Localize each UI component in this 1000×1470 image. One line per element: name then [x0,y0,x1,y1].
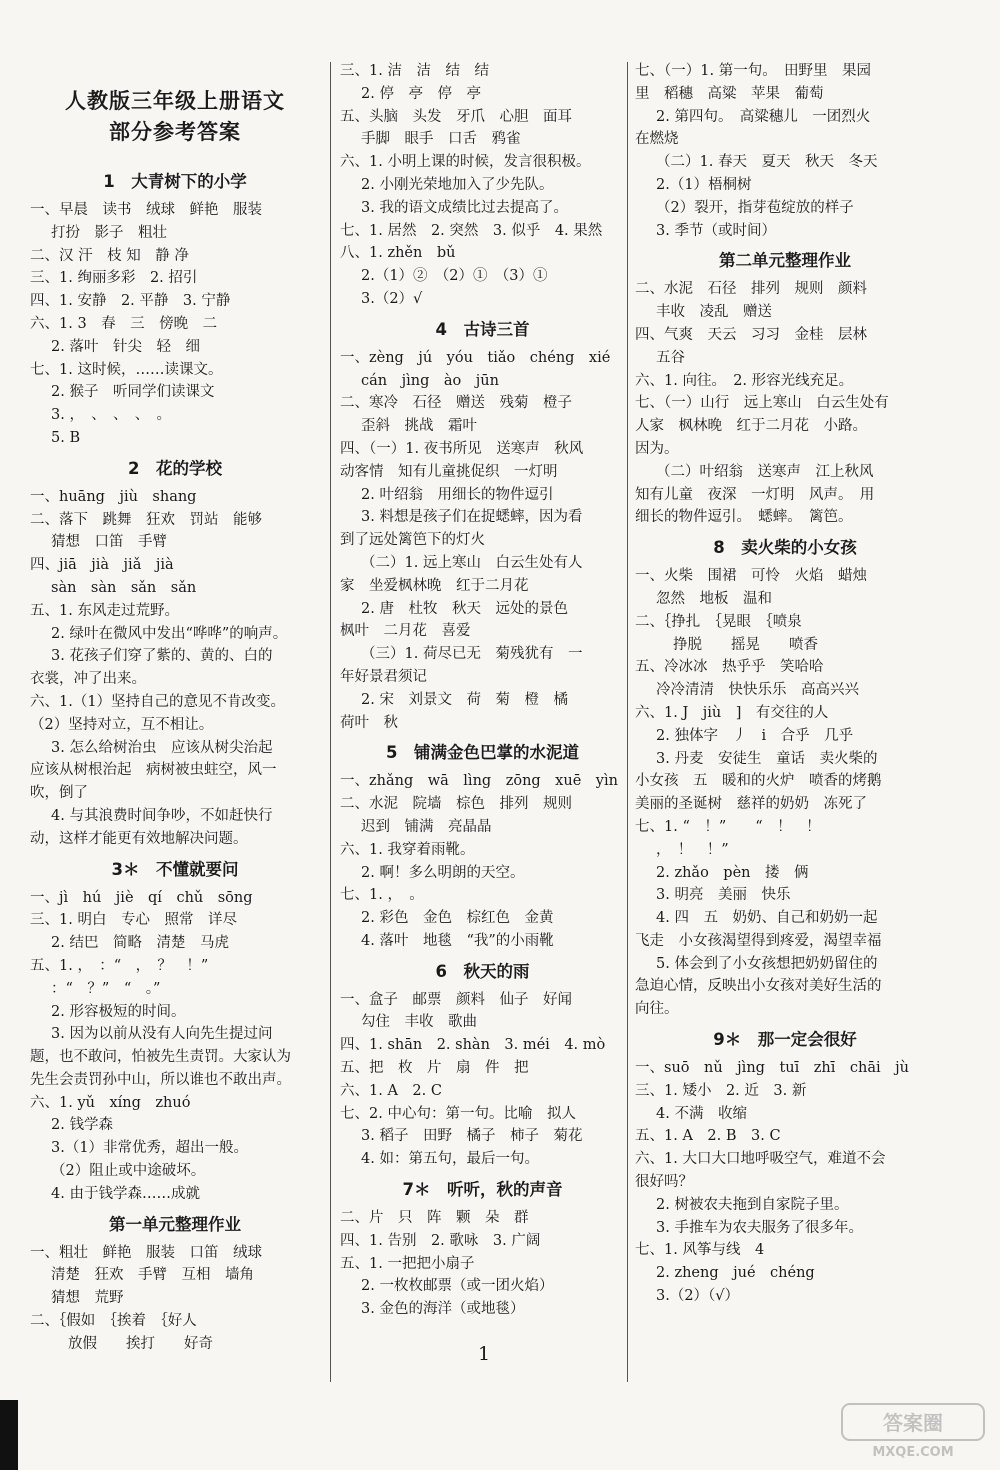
section-heading: 1 大青树下的小学 [103,172,247,191]
answer-line: （2）裂开，指芽苞绽放的样子 [656,199,854,216]
section-heading: 9＊ 那一定会很好 [713,1030,857,1050]
answer-line: （二）1. 远上寒山 白云生处有人 [361,554,583,571]
answer-line: 冷冷清清 快快乐乐 高高兴兴 [656,682,859,699]
answer-line: 猜想 口笛 手臂 [51,534,167,551]
answer-line: 二、｛假如 ｛挨着 ｛好人 [30,1313,197,1330]
answer-line: 2. 唐 杜牧 秋天 远处的景色 [361,600,568,617]
page-title [30,86,320,148]
watermark-logo [838,1400,988,1462]
section-heading: 6 秋天的雨 [435,961,530,981]
answer-line: 丰收 凌乱 赠送 [656,304,772,321]
column-middle [340,60,625,1400]
answer-line: 2. 彩色 金色 棕红色 金黄 [361,910,554,927]
section-heading: 7＊ 听听，秋的声音 [402,1180,563,1200]
answer-line: 挣脱 摇晃 喷香 [673,636,818,653]
answer-line: 二、寒冷 石径 赠送 残菊 橙子 [340,395,572,412]
answer-line: 六、1. J jiù ] 有交往的人 [635,704,829,721]
answer-line: 因为。 [635,440,679,457]
answer-line: 五、1. A 2. B 3. C [635,1128,781,1145]
answer-line: 七、1. 风筝与线 4 [635,1242,765,1259]
answer-line: 知有儿童 夜深 一灯明 风声。 用 [635,486,875,503]
answer-line: 细长的物件逗引。 蟋蟀。 篱笆。 [635,509,853,526]
answer-line: 三、1. 明白 专心 照常 详尽 [30,912,237,929]
section-heading: 第一单元整理作业 [109,1214,241,1234]
answer-line: 三、1. 矮小 2. 近 3. 新 [635,1082,807,1099]
answer-line: 里 稻穗 高粱 苹果 葡萄 [635,85,824,102]
answer-line: 六、1. 3 春 三 傍晚 二 [30,315,218,332]
answer-line: 清楚 狂欢 手臂 互相 墙角 [51,1267,254,1284]
column-left [30,60,320,1400]
answer-line: 五、冷冰冰 热乎乎 笑哈哈 [635,659,824,676]
answer-line: 一、zhǎng wā lìng zōng xuē yìn [340,773,618,790]
scan-edge [0,1400,18,1470]
answer-line: 七、2. 中心句：第一句。比喻 拟人 [340,1105,576,1122]
answer-line: 3.（2）（√） [656,1288,740,1305]
answer-line: 3. 丹麦 安徒生 童话 卖火柴的 [656,750,878,767]
watermark-url: MXQE.COM [872,1445,954,1460]
answer-line: 勾住 丰收 歌曲 [361,1014,477,1031]
answer-line: 3.（2）√ [361,290,423,307]
answer-line: 3. 手推车为农夫服务了很多年。 [656,1219,863,1236]
answer-line: 5. B [51,429,81,446]
section-heading: 4 古诗三首 [435,319,530,339]
answer-line: 一、粗壮 鲜艳 服装 口笛 绒球 [30,1244,262,1261]
answer-line: 2. 叶绍翁 用细长的物件逗引 [361,486,554,503]
answer-line: 2. 宋 刘景文 荷 菊 橙 橘 [361,691,568,708]
page-number: 1 [478,1343,491,1365]
answer-line: 手脚 眼手 口舌 鸦雀 [361,131,521,148]
section-heading: 8 卖火柴的小女孩 [713,538,857,558]
answer-line: sàn sàn sǎn sǎn [51,579,197,596]
answer-line: 一、早晨 读书 绒球 鲜艳 服装 [30,202,262,218]
answer-line: 到了远处篱笆下的灯火 [340,532,485,549]
column-right [635,60,935,1400]
answer-line: 3.（1）非常优秀，超出一般。 [51,1140,249,1157]
answer-line: 美丽的圣诞树 慈祥的奶奶 冻死了 [635,796,867,813]
answer-line: 八、1. zhěn bǔ [340,245,456,262]
answer-line: 应该从树根治起 病树被虫蛀空，风一 [30,762,277,779]
answer-line: 先生会责罚孙中山，所以谁也不敢出声。 [30,1071,291,1088]
answer-line: 人家 枫林晚 红于二月花 小路。 [635,418,867,435]
answer-line: 二、落下 跳舞 狂欢 罚站 能够 [30,511,262,528]
answer-line: 二、水泥 院墙 棕色 排列 规则 [340,796,572,813]
answer-line: 忽然 地板 温和 [656,590,772,607]
answer-line: 4. 如：第五句，最后一句。 [361,1151,539,1168]
answer-line: 三、1. 洁 洁 结 结 [340,63,489,79]
answer-line: 六、1.（1）坚持自己的意见不肯改变。 [30,693,286,710]
answer-line: 题，也不敢问，怕被先生责罚。大家认为 [30,1049,291,1066]
column-divider [627,62,628,1382]
answer-line: 2. zhǎo pèn 搂 俩 [656,864,809,881]
answer-line: （2）阻止或中途破坏。 [51,1163,206,1180]
answer-line: cán jìng ào jūn [361,372,499,389]
section-heading: 5 铺满金色巴掌的水泥道 [386,743,579,763]
answer-line: 动客情 知有儿童挑促织 一灯明 [340,463,558,480]
answer-line: 二、｛挣扎 ｛晃眼 ｛喷泉 [635,613,802,630]
answer-line: 2. 第四句。 高粱穗儿 一团烈火 [656,108,871,125]
answer-line: 一、suō nǔ jìng tuī zhī chāi jù [635,1060,909,1077]
answer-line: 五谷 [656,349,685,366]
answer-line: 七、1. 居然 2. 突然 3. 似乎 4. 果然 [340,222,603,239]
answer-line: 急迫心情，反映出小女孩对美好生活的 [635,978,882,995]
answer-line: 三、1. 绚丽多彩 2. 招引 [30,270,198,287]
answer-line: 3. 料想是孩子们在捉蟋蟀，因为看 [361,509,583,526]
answer-line: 2. 落叶 针尖 轻 细 [51,338,200,355]
answer-line: 4. 不满 收缩 [656,1105,747,1122]
answer-line: 衣裳，冲了出来。 [30,671,146,688]
answer-line: （二）1. 春天 夏天 秋天 冬天 [656,154,878,171]
answer-line: 五、1. 一把把小扇子 [340,1255,475,1272]
answer-line: 2. 形容极短的时间。 [51,1003,186,1020]
answer-line: 2. 猴子 听同学们读课文 [51,384,215,401]
answer-line: 五、把 枚 片 扇 件 把 [340,1060,529,1077]
answer-line: 二、水泥 石径 排列 规则 颜料 [635,281,867,298]
answer-line: 一、huāng jiù shang [30,488,197,505]
answer-line: 六、1. 向往。 2. 形容光线充足。 [635,372,854,389]
answer-line: 六、1. yǔ xíng zhuó [30,1094,191,1111]
answer-line: 六、1. 我穿着雨靴。 [340,841,475,858]
answer-line: 2. 钱学森 [51,1117,113,1134]
answer-line: 荷叶 秋 [340,714,398,731]
answer-line: 在燃烧 [635,131,679,148]
section-heading: 3＊ 不懂就要问 [111,859,239,879]
answer-line: 3. 怎么给树治虫 应该从树尖治起 [51,739,273,756]
answer-line: 3. 我的语文成绩比过去提高了。 [361,199,568,216]
answer-line: 猜想 荒野 [51,1290,124,1307]
answer-line: 四、（一）1. 夜书所见 送寒声 秋风 [340,440,584,457]
answer-line: 家 坐爱枫林晚 红于二月花 [340,577,529,594]
answer-line: 3. 明亮 美丽 快乐 [656,887,791,904]
answer-line: 六、1. A 2. C [340,1082,442,1099]
answer-line: 2. 停 亭 停 亭 [361,85,481,102]
answer-line: 一、盒子 邮票 颜料 仙子 好闻 [340,991,572,1008]
answer-line: 一、jì hú jiè qí chǔ sōng [30,889,253,906]
answer-line: 向往。 [635,1001,679,1018]
answer-line: （三）1. 荷尽已无 菊残犹有 一 [361,646,583,663]
page-title-line: 人教版三年级上册语文 [65,89,285,113]
answer-line: 五、头脑 头发 牙爪 心胆 面耳 [340,108,572,125]
answer-line: 4. 与其浪费时间争吵，不如赶快行 [51,807,273,824]
answer-line: 五、1. ， ：“ ， ？ ！” [30,957,209,974]
answer-line: 四、1. shān 2. shàn 3. méi 4. mò [340,1037,606,1054]
answer-line: 3. 季节（或时间） [656,222,776,239]
answer-line: 3. 花孩子们穿了紫的、黄的、白的 [51,648,273,665]
answer-line: 2. 绿叶在微风中发出“哗哗”的响声。 [51,625,288,642]
answer-line: 吹，倒了 [30,785,88,802]
answer-line: 2.（1）② （2）① （3）① [361,268,548,285]
answer-line: 迟到 铺满 亮晶晶 [361,818,492,835]
answer-line: 四、气爽 天云 习习 金桂 层林 [635,326,867,343]
answer-line: 七、1. 这时候，……读课文。 [30,361,223,378]
answer-line: （二）叶绍翁 送寒声 江上秋风 [656,463,874,480]
answer-line: 放假 挨打 好奇 [68,1335,213,1352]
column-divider [330,62,331,1382]
answer-line: 2. 结巴 简略 清楚 马虎 [51,935,229,952]
answer-line: 六、1. 大口大口地呼吸空气，难道不会 [635,1151,886,1168]
answer-line: 七、（一）山行 远上寒山 白云生处有 [635,395,889,412]
answer-line: 3. 因为以前从没有人向先生提过问 [51,1026,273,1043]
answer-line: 打扮 影子 粗壮 [51,224,167,241]
answer-line: 七、1. ， 。 [340,887,424,904]
answer-line: 2. 一枚枚邮票（或一团火焰） [361,1278,554,1295]
answer-line: 5. 体会到了小女孩想把奶奶留住的 [656,955,878,972]
answer-line: 2. 树被农夫拖到自家院子里。 [656,1196,849,1213]
answer-line: 飞走 小女孩渴望得到疼爱，渴望幸福 [635,932,882,949]
answer-line: 4. 由于钱学森……成就 [51,1185,200,1202]
answer-line: 2. 啊！多么明朗的天空。 [361,864,525,881]
answer-line: 二、汉 汗 枝 知 静 净 [30,247,189,264]
answer-line: 很好吗？ [635,1174,693,1191]
answer-line: 歪斜 挑战 霜叶 [361,418,477,435]
section-heading: 2 花的学校 [128,458,222,478]
answer-line: ， ！ ！” [656,841,729,858]
answer-line: 二、片 只 阵 颗 朵 群 [340,1210,529,1227]
answer-line: 六、1. 小明上课的时候，发言很积极。 [340,154,591,171]
answer-line: 枫叶 二月花 喜爱 [340,623,471,640]
answer-line: 2.（1）梧桐树 [656,176,752,193]
answer-line: 2. 小刚光荣地加入了少先队。 [361,176,554,193]
page-title-line: 部分参考答案 [109,120,241,144]
answer-line: 四、1. 告别 2. 歌咏 3. 广阔 [340,1232,541,1249]
answer-line: 七、（一）1. 第一句。 田野里 果园 [635,63,871,79]
watermark-text: 答案圈 [883,1411,943,1435]
answer-line: 3. ， 、 、 、 。 [51,407,171,424]
answer-line: 小女孩 五 暖和的火炉 喷香的烤鹅 [635,773,882,790]
answer-line: 4. 四 五 奶奶、自己和奶奶一起 [656,910,878,927]
answer-line: 3. 稻子 田野 橘子 柿子 菊花 [361,1128,583,1145]
answer-line: 4. 落叶 地毯 “我”的小雨靴 [361,932,554,949]
answer-line: 3. 金色的海洋（或地毯） [361,1301,525,1318]
answer-line: 一、zèng jú yóu tiǎo chéng xié [340,349,611,366]
answer-line: ：“ ？” “ 。” [51,980,161,997]
answer-line: 七、1. “ ！” “ ！ ！ [635,818,821,835]
answer-line: 2. 独体字 丿 i 合乎 几乎 [656,727,854,744]
answer-line: （2）坚持对立，互不相让。 [30,716,214,733]
answer-line: 动，这样才能更有效地解决问题。 [30,830,248,847]
answer-line: 五、1. 东风走过荒野。 [30,602,179,619]
answer-line: 2. zheng jué chéng [656,1265,815,1282]
answer-line: 四、1. 安静 2. 平静 3. 宁静 [30,293,231,310]
answer-line: 年好景君须记 [340,668,427,685]
answer-line: 一、火柴 围裙 可怜 火焰 蜡烛 [635,568,867,585]
answer-line: 四、jiā jià jiǎ jià [30,557,174,574]
section-heading: 第二单元整理作业 [719,251,851,271]
